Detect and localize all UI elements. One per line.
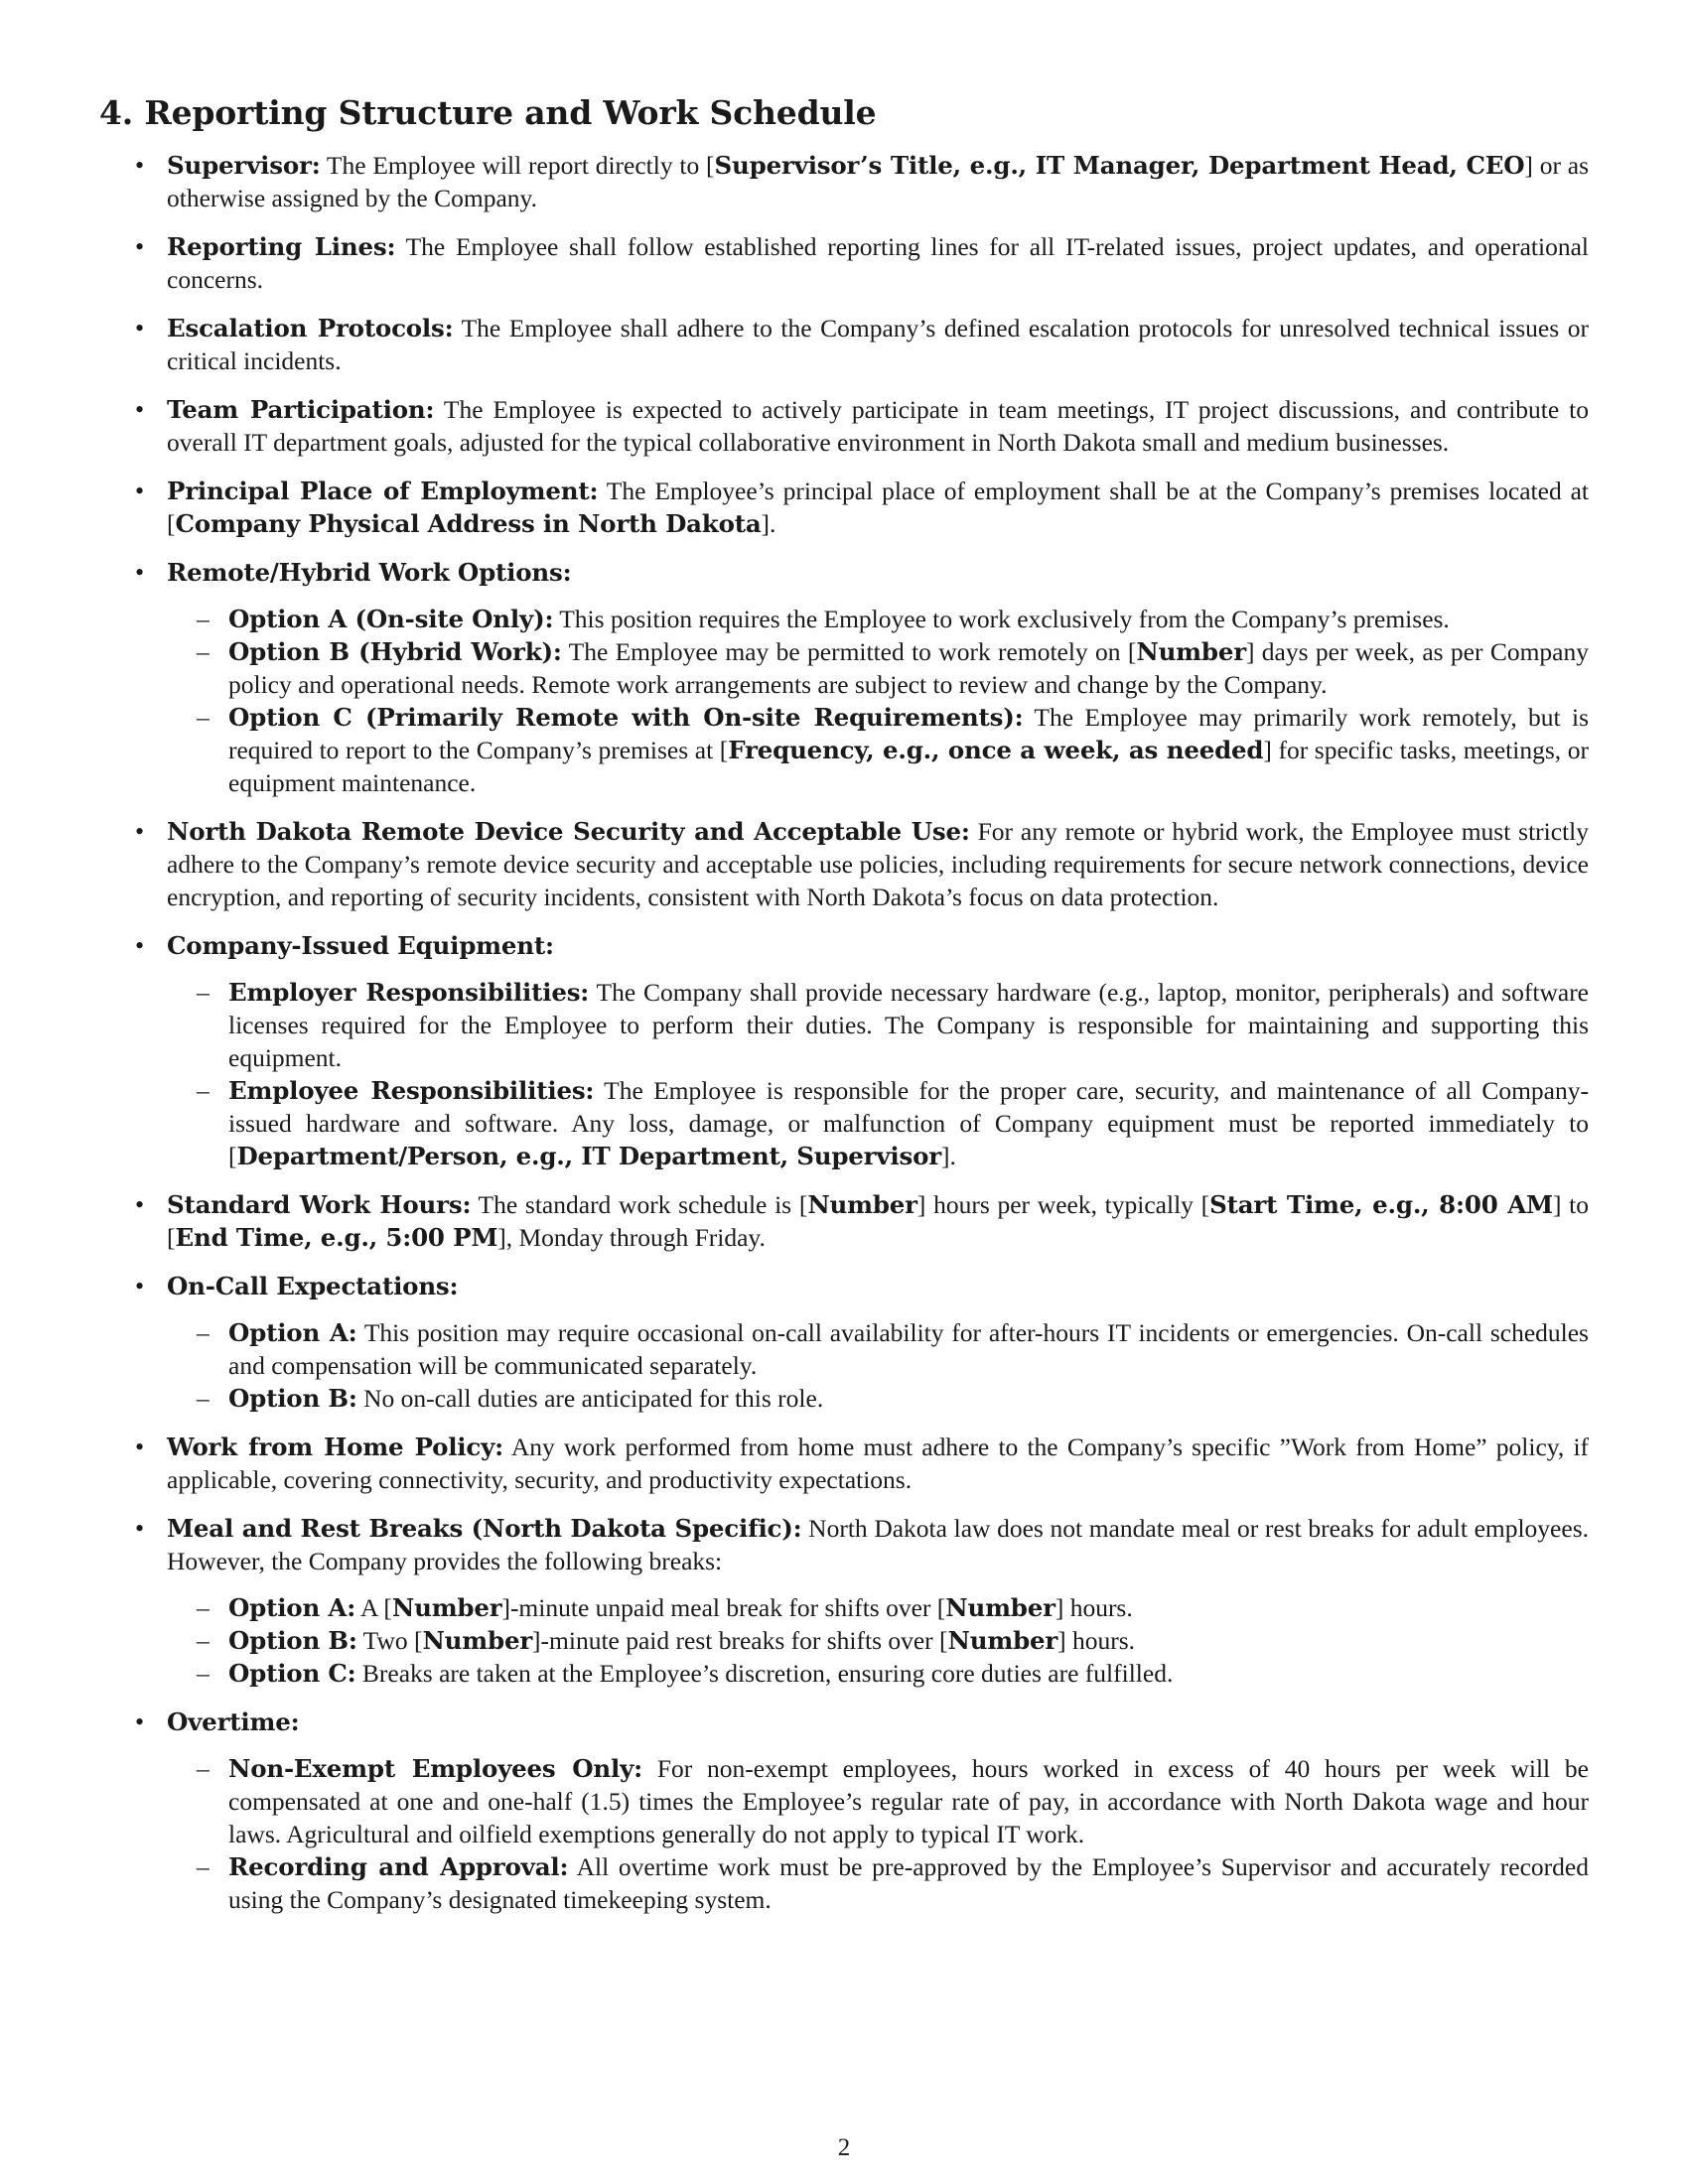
item-text: The Employee shall follow established reporting lines for all IT-related issues, project updates, and operational concerns. — [167, 232, 1589, 294]
placeholder-field: Number — [1136, 637, 1246, 666]
item-label: Company-Issued Equipment: — [167, 931, 554, 960]
item-text: Any work performed from home must adhere to the Company’s specific ”Work from Home” policy, if applicable, covering connectivity, security, and productivity expectations. — [167, 1433, 1590, 1494]
sub-item-label: Option C: — [228, 1659, 356, 1688]
sub-item-recording — [167, 1850, 1589, 1916]
item-label: Remote/Hybrid Work Options: — [167, 558, 572, 587]
sub-item-option-a — [167, 1316, 1589, 1382]
sub-list — [167, 603, 1589, 799]
placeholder-field: Company Physical Address in North Dakota — [175, 509, 762, 538]
item-text: ] or as otherwise assigned by the Company. — [167, 151, 1589, 212]
item-text: North Dakota law does not mandate meal or rest breaks for adult employees. However, the Company provides the following breaks: — [167, 1514, 1589, 1575]
sub-item-text: ] days per week, as per Company policy and operational needs. Remote work arrangements are subject to review and change by the Company. — [228, 637, 1589, 699]
sub-item-text: The Company shall provide necessary hardware (e.g., laptop, monitor, peripherals) and software licenses required for the Employee to perform their duties. The Company is responsible for maintaining and supporting this equipment. — [228, 978, 1589, 1072]
sub-item-text: For non-exempt employees, hours worked in excess of 40 hours per week will be compensated at one and one-half (1.5) times the Employee’s regular rate of pay, in accordance with North Dakota wage and hour laws. Agricultural and oilfield exemptions generally do not apply to typical IT work. — [228, 1754, 1589, 1848]
item-label: Escalation Protocols: — [167, 314, 454, 342]
item-text: ]. — [761, 509, 776, 538]
item-text: ] hours per week, typically [ — [916, 1190, 1210, 1219]
sub-item-label: Employee Responsibilities: — [228, 1076, 595, 1105]
list-item-overtime — [99, 1706, 1589, 1916]
list-item-oncall — [99, 1270, 1589, 1415]
sub-list — [167, 1752, 1589, 1916]
sub-item-label: Option A (On-site Only): — [228, 605, 554, 633]
item-label: Supervisor: — [167, 151, 321, 180]
item-text: The Employee’s principal place of employment shall be at the Company’s premises located at [ — [167, 477, 1589, 538]
list-item-remote — [99, 556, 1589, 799]
list-item-escalation — [99, 312, 1589, 377]
sub-item-text: A [ — [355, 1593, 392, 1622]
sub-item-text: No on-call duties are anticipated for this role. — [356, 1384, 824, 1413]
sub-item-text: ] hours. — [1055, 1593, 1133, 1622]
sub-item-label: Recording and Approval: — [228, 1852, 569, 1881]
sub-item-text: This position requires the Employee to work exclusively from the Company’s premises. — [553, 605, 1450, 633]
placeholder-field: Start Time, e.g., 8:00 AM — [1209, 1190, 1553, 1219]
sub-item-text: Two [ — [356, 1626, 423, 1655]
sub-item-text: ] for specific tasks, meetings, or equipment maintenance. — [228, 736, 1589, 797]
sub-item-label: Option B: — [228, 1384, 357, 1413]
sub-item-text: ]. — [940, 1142, 956, 1170]
item-label: Work from Home Policy: — [167, 1433, 504, 1461]
item-text: ], Monday through Friday. — [497, 1223, 766, 1252]
placeholder-field: Number — [947, 1626, 1058, 1655]
sub-item-option-a — [167, 1591, 1589, 1624]
item-text: ] to [ — [167, 1190, 1590, 1252]
sub-item-option-b — [167, 1382, 1589, 1415]
sub-item-label: Option B: — [228, 1626, 357, 1655]
item-label: North Dakota Remote Device Security and Acceptable Use: — [167, 817, 970, 846]
sub-item-text: The Employee may primarily work remotely, but is required to report to the Company’s premises at [ — [228, 703, 1589, 764]
list-item-equipment — [99, 929, 1589, 1172]
item-text: The Employee shall adhere to the Company’s defined escalation protocols for unresolved technical issues or critical incidents. — [167, 314, 1589, 375]
list-item-reporting-lines — [99, 230, 1589, 296]
sub-item-label: Non-Exempt Employees Only: — [228, 1754, 643, 1783]
list-item-hours — [99, 1188, 1589, 1254]
list-item-breaks — [99, 1512, 1589, 1690]
section-heading: 4. Reporting Structure and Work Schedule — [99, 93, 877, 132]
document-page — [99, 91, 1589, 1932]
item-label: Principal Place of Employment: — [167, 477, 599, 505]
sub-item-text: This position may require occasional on-call availability for after-hours IT incidents or emergencies. On-call schedules and compensation will be communicated separately. — [228, 1318, 1589, 1380]
placeholder-field: Number — [422, 1626, 533, 1655]
sub-item-text: ]-minute unpaid meal break for shifts over [ — [501, 1593, 946, 1622]
placeholder-field: End Time, e.g., 5:00 PM — [175, 1223, 498, 1252]
placeholder-field: Number — [391, 1593, 502, 1622]
sub-item-text: All overtime work must be pre-approved by the Employee’s Supervisor and accurately recorded using the Company’s designated timekeeping system. — [228, 1852, 1589, 1914]
list-item-supervisor — [99, 149, 1589, 214]
list-item-wfh — [99, 1431, 1589, 1496]
sub-item-text: The Employee may be permitted to work remotely on [ — [561, 637, 1137, 666]
sub-item-non-exempt — [167, 1752, 1589, 1850]
placeholder-field: Number — [945, 1593, 1055, 1622]
item-label: Reporting Lines: — [167, 232, 396, 261]
item-text: The standard work schedule is [ — [471, 1190, 808, 1219]
sub-item-option-b — [167, 635, 1589, 701]
sub-item-employee — [167, 1074, 1589, 1172]
sub-item-text: Breaks are taken at the Employee’s discretion, ensuring core duties are fulfilled. — [355, 1659, 1174, 1688]
placeholder-field: Department/Person, e.g., IT Department, Supervisor — [236, 1142, 941, 1170]
sub-item-text: The Employee is responsible for the proper care, security, and maintenance of all Company-issued hardware and software. Any loss, damage, or malfunction of Company equipment must be reported immediately to [ — [228, 1076, 1589, 1170]
item-text: The Employee will report directly to [ — [320, 151, 715, 180]
sub-list — [167, 1591, 1589, 1690]
list-item-team — [99, 393, 1589, 459]
sub-list — [167, 976, 1589, 1172]
placeholder-field: Number — [807, 1190, 917, 1219]
sub-item-option-c — [167, 701, 1589, 799]
item-text: The Employee is expected to actively participate in team meetings, IT project discussions, and contribute to overall IT department goals, adjusted for the typical collaborative environment in North Dakota small and medium businesses. — [167, 395, 1589, 457]
sub-item-label: Employer Responsibilities: — [228, 978, 590, 1007]
item-label: Overtime: — [167, 1707, 300, 1736]
sub-item-label: Option B (Hybrid Work): — [228, 637, 562, 666]
page-number: 2 — [837, 2134, 851, 2161]
item-label: Standard Work Hours: — [167, 1190, 472, 1219]
item-text: For any remote or hybrid work, the Employee must strictly adhere to the Company’s remote device security and acceptable use policies, including requirements for secure network connections, device encryption, and reporting of security incidents, consistent with North Dakota’s focus on data protection. — [167, 817, 1590, 911]
sub-item-label: Option A: — [228, 1318, 357, 1347]
item-label: On-Call Expectations: — [167, 1272, 459, 1300]
list-item-principal-place — [99, 475, 1589, 540]
placeholder-field: Frequency, e.g., once a week, as needed — [728, 736, 1264, 764]
clause-list — [99, 149, 1589, 1916]
sub-item-label: Option C (Primarily Remote with On-site Requirements): — [228, 703, 1024, 732]
list-item-nd-security — [99, 815, 1589, 913]
sub-item-employer — [167, 976, 1589, 1074]
sub-item-option-b — [167, 1624, 1589, 1657]
item-label: Meal and Rest Breaks (North Dakota Specific): — [167, 1514, 802, 1543]
sub-item-text: ]-minute paid rest breaks for shifts over [ — [532, 1626, 948, 1655]
sub-item-label: Option A: — [228, 1593, 356, 1622]
sub-item-text: ] hours. — [1057, 1626, 1136, 1655]
placeholder-field: Supervisor’s Title, e.g., IT Manager, Department Head, CEO — [714, 151, 1525, 180]
item-label: Team Participation: — [167, 395, 435, 424]
sub-item-option-a — [167, 603, 1589, 635]
sub-item-option-c — [167, 1657, 1589, 1690]
sub-list — [167, 1316, 1589, 1415]
